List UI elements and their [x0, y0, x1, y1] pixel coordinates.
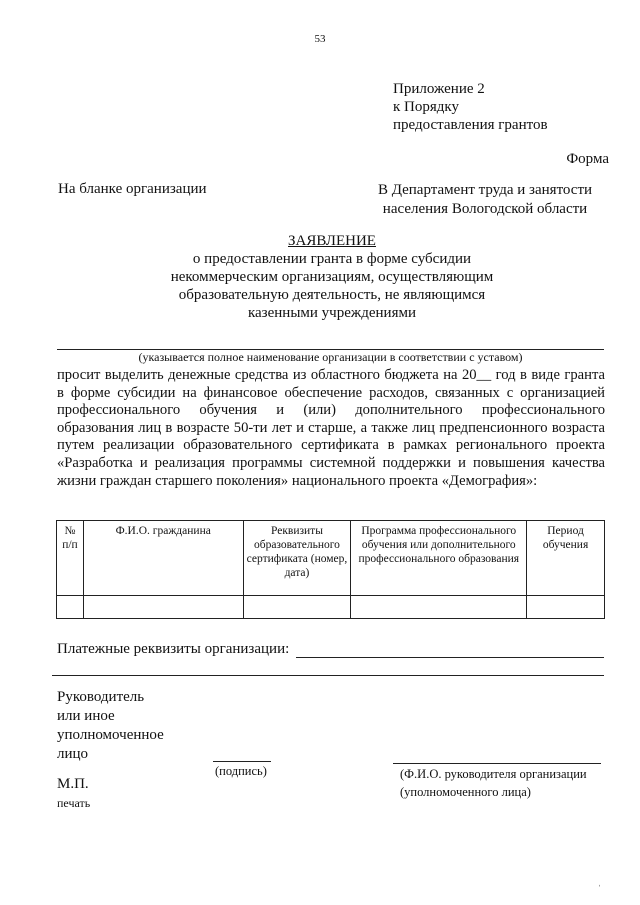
appendix-line: к Порядку — [393, 99, 459, 115]
addressee-line: В Департамент труда и занятости — [377, 182, 593, 198]
title-heading: ЗАЯВЛЕНИЕ — [288, 233, 376, 249]
signatory-line: Руководитель — [57, 689, 145, 705]
signatory-line: или иное — [57, 708, 115, 724]
table-cell[interactable] — [57, 596, 84, 619]
citizens-table — [56, 520, 605, 619]
title-line: некоммерческим организациям, осуществляющим — [170, 269, 494, 285]
fio-caption — [400, 765, 587, 801]
table-cell[interactable] — [243, 596, 351, 619]
payment-details-field-line[interactable] — [296, 657, 604, 658]
signature-caption: (подпись) — [215, 764, 267, 778]
addressee-line: населения Вологодской области — [382, 201, 588, 217]
fio-field-line[interactable] — [393, 763, 601, 764]
request-text: просит выделить денежные средства из областного бюджета на 20__ год в виде гранта в форме субсидии на финансовое обеспечение расходов, связанных с организацией профессионального обучения и (или) дополнительного профессионального образования лиц в возрасте 50-ти лет и старше, а также лиц предпенсионного возраста путем реализации образовательного сертификата в рамках регионального проекта «Разработка и реализация программы системной поддержки и повышения качества жизни граждан старшего поколения» национального проекта «Демография»: — [57, 367, 605, 489]
appendix-line: Приложение 2 — [393, 81, 485, 97]
signature-field-line[interactable] — [213, 761, 271, 762]
table-header-cell: Программа профессионального обучения или дополнительного профессионального образования — [351, 521, 527, 596]
table-cell[interactable] — [527, 596, 605, 619]
payment-details-label: Платежные реквизиты организации: — [57, 641, 290, 657]
table-header-cell: Ф.И.О. гражданина — [83, 521, 243, 596]
document-title — [0, 232, 640, 322]
appendix-block — [393, 80, 548, 134]
form-label: Форма — [566, 151, 609, 167]
table-header-row — [57, 521, 605, 596]
title-line: образовательную деятельность, не являющимся — [178, 287, 486, 303]
addressee-block — [350, 181, 620, 219]
appendix-line: предоставления грантов — [393, 117, 548, 133]
table-cell[interactable] — [351, 596, 527, 619]
letterhead-note: На бланке организации — [58, 181, 207, 197]
payment-details-field-line[interactable] — [52, 675, 604, 676]
title-line: казенными учреждениями — [247, 305, 417, 321]
signatory-line: лицо — [57, 746, 89, 762]
signatory-block — [57, 688, 164, 764]
signatory-line: уполномоченное — [57, 727, 164, 743]
seal-place-label: М.П. — [57, 776, 89, 792]
table-header-cell: Реквизиты образовательного сертификата (номер, дата) — [243, 521, 351, 596]
table-header-cell: № п/п — [57, 521, 84, 596]
title-line: о предоставлении гранта в форме субсидии — [192, 251, 472, 267]
table-cell[interactable] — [83, 596, 243, 619]
fio-caption-line: (уполномоченного лица) — [400, 785, 531, 799]
table-header-cell: Период обучения — [527, 521, 605, 596]
org-name-caption: (указывается полное наименование организации в соответствии с уставом) — [138, 350, 523, 364]
fio-caption-line: (Ф.И.О. руководителя организации — [400, 767, 587, 781]
page-number: 53 — [314, 33, 326, 45]
stamp-label: печать — [57, 796, 91, 810]
table-row — [57, 596, 605, 619]
scan-mark: ˈ — [598, 884, 602, 895]
